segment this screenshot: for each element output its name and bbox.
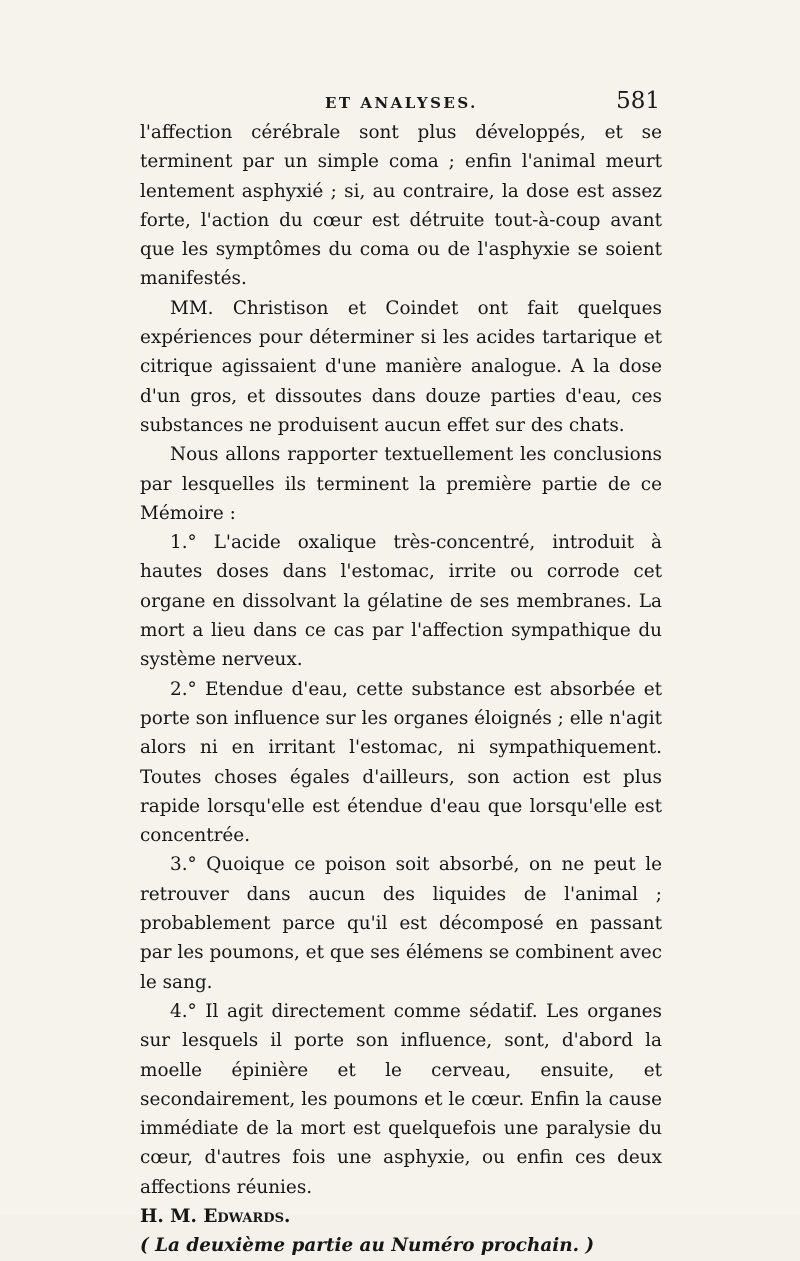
conclusion-2: 2.° Etendue d'eau, cette substance est absorbée et porte son influence sur les organes éloignés ; elle n'agit alors ni en irritant l'estomac, ni sympathiquement. Toutes choses égales d'ailleurs, son action est plus rapide lorsqu'elle est étendue d'eau que lorsqu'elle est concentrée. bbox=[140, 678, 662, 847]
conclusion-4: 4.° Il agit directement comme sédatif. Les organes sur lesquels il porte son influence, sont, d'abord la moelle épinière et le cerveau, ensuite, et secondairement, les poumons et le cœur. Enfin la cause immédiate de la mort est quelquefois une paralysie du cœur, d'autres fois une asphyxie, ou enfin ces deux affections réunies. bbox=[140, 1000, 662, 1198]
paragraph-continuation: l'affection cérébrale sont plus développés, et se terminent par un simple coma ; enfin l'animal meurt lentement asphyxié ; si, au contraire, la dose est assez forte, l'action du cœur est détruite tout-à-coup avant que les symptômes du coma ou de l'asphyxie se soient manifestés. bbox=[140, 122, 662, 290]
continuation-note: ( La deuxième partie au Numéro prochain. ) bbox=[140, 1235, 595, 1257]
conclusion-1: 1.° L'acide oxalique très-concentré, introduit à hautes doses dans l'estomac, irrite ou corrode cet organe en dissolvant la gélatine de ses membranes. La mort a lieu dans ce cas par l'affection sympathique du système nerveux. bbox=[140, 532, 662, 671]
running-title: ET ANALYSES. bbox=[325, 94, 478, 112]
paragraph-conclusions-intro: Nous allons rapporter textuellement les conclusions par lesquelles ils terminent la première partie de ce Mémoire : bbox=[140, 444, 662, 524]
conclusion-3: 3.° Quoique ce poison soit absorbé, on ne peut le retrouver dans aucun des liquides de l'animal ; probablement parce qu'il est décomposé en passant par les poumons, et que ses élémens se combinent avec le sang. bbox=[140, 854, 662, 993]
page-number: 581 bbox=[616, 88, 660, 114]
page-header bbox=[140, 88, 664, 118]
author-name: H. M. Edwards. bbox=[140, 1205, 291, 1227]
author-signature bbox=[140, 1202, 662, 1231]
paragraph-experiments: MM. Christison et Coindet ont fait quelques expériences pour déterminer si les acides tartarique et citrique agissaient d'une manière analogue. A la dose d'un gros, et dissoutes dans douze parties d'eau, ces substances ne produisent aucun effet sur des chats. bbox=[140, 297, 662, 436]
body-text bbox=[140, 118, 662, 1261]
